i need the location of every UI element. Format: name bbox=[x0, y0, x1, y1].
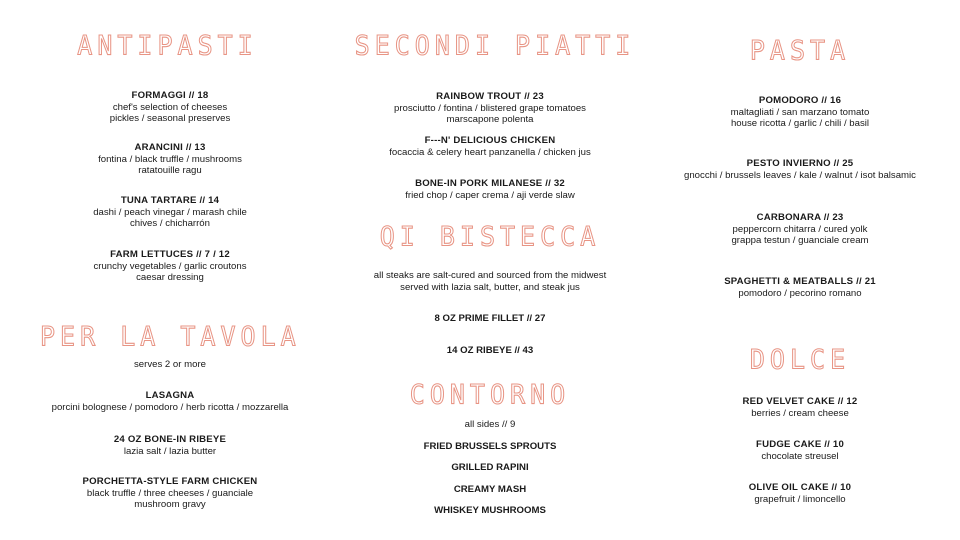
item-name: LASAGNA bbox=[145, 390, 195, 401]
item-name: PESTO INVIERNO // 25 bbox=[746, 158, 854, 169]
item-name: FORMAGGI // 18 bbox=[131, 90, 209, 101]
item-desc: fried chop / caper crema / aji verde slaw bbox=[405, 189, 575, 201]
per-la-tavola-note: serves 2 or more bbox=[134, 359, 206, 370]
item-name: FARM LETTUCES // 7 / 12 bbox=[110, 249, 230, 260]
dolce-heading: DOLCE bbox=[749, 343, 851, 376]
item-desc: dashi / peach vinegar / marash chile bbox=[93, 206, 247, 218]
side-item: FRIED BRUSSELS SPROUTS bbox=[423, 441, 557, 452]
menu-item-delicious-chicken bbox=[345, 135, 635, 158]
menu-item-fudge-cake bbox=[660, 439, 940, 462]
menu-item-lasagna bbox=[20, 390, 320, 413]
menu-item-arancini bbox=[40, 142, 300, 177]
menu-item-rainbow-trout bbox=[345, 91, 635, 126]
menu-item-pesto-invierno bbox=[660, 158, 940, 181]
item-name: FUDGE CAKE // 10 bbox=[756, 439, 844, 450]
item-desc: grappa testun / guanciale cream bbox=[731, 235, 869, 246]
item-name: POMODORO // 16 bbox=[758, 95, 842, 106]
menu-item-bone-in-ribeye bbox=[40, 434, 300, 457]
item-name: SPAGHETTI & MEATBALLS // 21 bbox=[724, 276, 876, 287]
item-desc: fontina / black truffle / mushrooms bbox=[98, 153, 242, 165]
item-name: RAINBOW TROUT // 23 bbox=[436, 91, 544, 102]
item-name: OLIVE OIL CAKE // 10 bbox=[748, 482, 852, 493]
contorno-note: all sides // 9 bbox=[464, 419, 516, 430]
item-name: F---N' DELICIOUS CHICKEN bbox=[424, 135, 556, 146]
item-desc: mushroom gravy bbox=[134, 499, 206, 510]
item-desc: focaccia & celery heart panzanella / chicken jus bbox=[389, 146, 591, 158]
menu-item-tuna-tartare bbox=[40, 195, 300, 230]
pasta-heading: PASTA bbox=[749, 34, 851, 67]
item-name: ARANCINI // 13 bbox=[134, 142, 206, 153]
item-desc: maltagliati / san marzano tomato bbox=[730, 106, 870, 118]
item-desc: lazia salt / lazia butter bbox=[123, 445, 217, 457]
item-name: PORCHETTA-STYLE FARM CHICKEN bbox=[82, 476, 258, 487]
item-desc: pomodoro / pecorino romano bbox=[738, 287, 862, 299]
item-desc: caesar dressing bbox=[136, 272, 204, 283]
menu-item-formaggi bbox=[40, 90, 300, 125]
qi-bistecca-heading: QI BISTECCA bbox=[379, 220, 601, 253]
menu-item-spaghetti-meatballs bbox=[660, 276, 940, 299]
item-desc: chocolate streusel bbox=[761, 450, 839, 462]
menu-item-pomodoro bbox=[660, 95, 940, 130]
item-desc: peppercorn chitarra / cured yolk bbox=[732, 223, 868, 235]
item-name: TUNA TARTARE // 14 bbox=[120, 195, 220, 206]
item-desc: marscapone polenta bbox=[446, 114, 534, 125]
menu-item-pork-milanese bbox=[345, 178, 635, 201]
menu-item-farm-lettuces bbox=[40, 249, 300, 284]
item-name: 24 OZ BONE-IN RIBEYE bbox=[113, 434, 227, 445]
side-item: GRILLED RAPINI bbox=[451, 462, 529, 473]
menu-item-carbonara bbox=[660, 212, 940, 247]
antipasti-heading: ANTIPASTI bbox=[77, 29, 258, 62]
side-item: CREAMY MASH bbox=[453, 484, 527, 495]
item-desc: berries / cream cheese bbox=[751, 407, 849, 419]
item-desc: gnocchi / brussels leaves / kale / walnut / isot balsamic bbox=[684, 169, 916, 181]
item-desc: prosciutto / fontina / blistered grape tomatoes bbox=[394, 102, 586, 114]
item-desc: house ricotta / garlic / chili / basil bbox=[730, 118, 870, 129]
bistecca-note bbox=[320, 270, 660, 293]
item-name: RED VELVET CAKE // 12 bbox=[742, 396, 858, 407]
secondi-piatti-heading: SECONDI PIATTI bbox=[354, 29, 636, 62]
item-desc: chef's selection of cheeses bbox=[112, 101, 228, 113]
item-name: CARBONARA // 23 bbox=[756, 212, 844, 223]
item-desc: pickles / seasonal preserves bbox=[109, 113, 231, 124]
menu-item-olive-oil-cake bbox=[660, 482, 940, 505]
menu-item-prime-fillet: 8 OZ PRIME FILLET // 27 bbox=[434, 313, 546, 324]
item-desc: black truffle / three cheeses / guanciale bbox=[86, 487, 254, 499]
contorno-heading: CONTORNO bbox=[409, 378, 571, 411]
menu-item-ribeye: 14 OZ RIBEYE // 43 bbox=[446, 345, 534, 356]
item-name: BONE-IN PORK MILANESE // 32 bbox=[415, 178, 565, 189]
per-la-tavola-heading: PER LA TAVOLA bbox=[40, 320, 301, 353]
item-desc: porcini bolognese / pomodoro / herb ricotta / mozzarella bbox=[51, 401, 289, 413]
bistecca-note-line: all steaks are salt-cured and sourced from the midwest bbox=[373, 270, 607, 281]
bistecca-note-line: served with lazia salt, butter, and steak jus bbox=[400, 281, 580, 293]
item-desc: grapefruit / limoncello bbox=[754, 493, 846, 505]
item-desc: chives / chicharrón bbox=[130, 218, 210, 229]
side-item: WHISKEY MUSHROOMS bbox=[434, 505, 546, 516]
item-desc: ratatouille ragu bbox=[138, 165, 202, 176]
menu-item-red-velvet-cake bbox=[660, 396, 940, 419]
item-desc: crunchy vegetables / garlic croutons bbox=[93, 260, 247, 272]
menu-item-porchetta-chicken bbox=[40, 476, 300, 511]
